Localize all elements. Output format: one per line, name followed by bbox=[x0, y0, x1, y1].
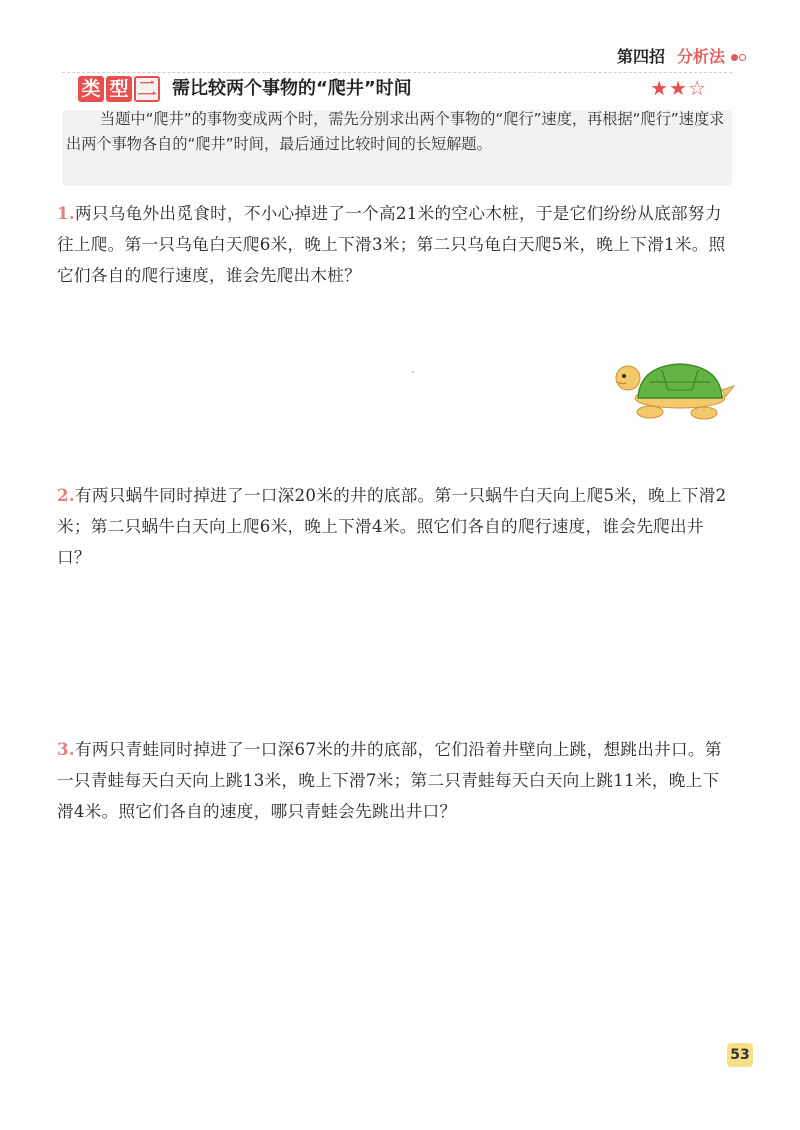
bullet-dot-icon bbox=[731, 54, 738, 61]
chapter-method: 分析法 bbox=[676, 47, 725, 66]
problem-number: 1. bbox=[57, 203, 75, 223]
problem-item bbox=[57, 480, 733, 573]
turtle-icon bbox=[610, 360, 736, 422]
problem-text: 有两只青蛙同时掉进了一口深67米的井的底部，它们沿着井壁向上跳，想跳出井口。第一只青蛙每天白天向上跳13米，晚上下滑7米；第二只青蛙每天白天向上跳11米，晚上下滑4米。照它们各自的速度，哪只青蛙会先跳出井口？ bbox=[57, 740, 722, 821]
type-title: 需比较两个事物的“爬井”时间 bbox=[172, 78, 412, 99]
chapter-number: 第四招 bbox=[616, 47, 665, 66]
problem-item bbox=[57, 198, 733, 291]
type-section-header bbox=[62, 72, 732, 109]
problem-text: 两只乌龟外出觅食时，不小心掉进了一个高21米的空心木桩，于是它们纷纷从底部努力往上爬。第一只乌龟白天爬6米，晚上下滑3米；第二只乌龟白天爬5米，晚上下滑1米。照它们各自的爬行速度，谁会先爬出木桩？ bbox=[57, 204, 726, 285]
badge-char: 二 bbox=[134, 76, 160, 102]
badge-char: 类 bbox=[78, 76, 104, 102]
page-number: 53 bbox=[727, 1043, 753, 1067]
speck bbox=[412, 371, 414, 373]
problem-item bbox=[57, 734, 733, 827]
problem-number: 3. bbox=[57, 739, 75, 759]
star-empty-icon: ☆ bbox=[688, 76, 706, 100]
star-filled-icon: ★ bbox=[669, 76, 688, 100]
problem-text: 有两只蜗牛同时掉进了一口深20米的井的底部。第一只蜗牛白天向上爬5米，晚上下滑2米；第二只蜗牛白天向上爬6米，晚上下滑4米。照它们各自的爬行速度，谁会先爬出井口？ bbox=[57, 486, 727, 567]
type-badge bbox=[78, 76, 160, 102]
difficulty-stars bbox=[650, 77, 706, 99]
bullet-ring-icon bbox=[739, 54, 746, 61]
chapter-header bbox=[617, 44, 746, 67]
problem-number: 2. bbox=[57, 485, 75, 505]
intro-text: 当题中“爬井”的事物变成两个时，需先分别求出两个事物的“爬行”速度，再根据“爬行”速度求出两个事物各自的“爬井”时间，最后通过比较时间的长短解题。 bbox=[66, 110, 725, 153]
star-filled-icon: ★ bbox=[650, 76, 669, 100]
badge-char: 型 bbox=[106, 76, 132, 102]
intro-box bbox=[62, 110, 732, 186]
